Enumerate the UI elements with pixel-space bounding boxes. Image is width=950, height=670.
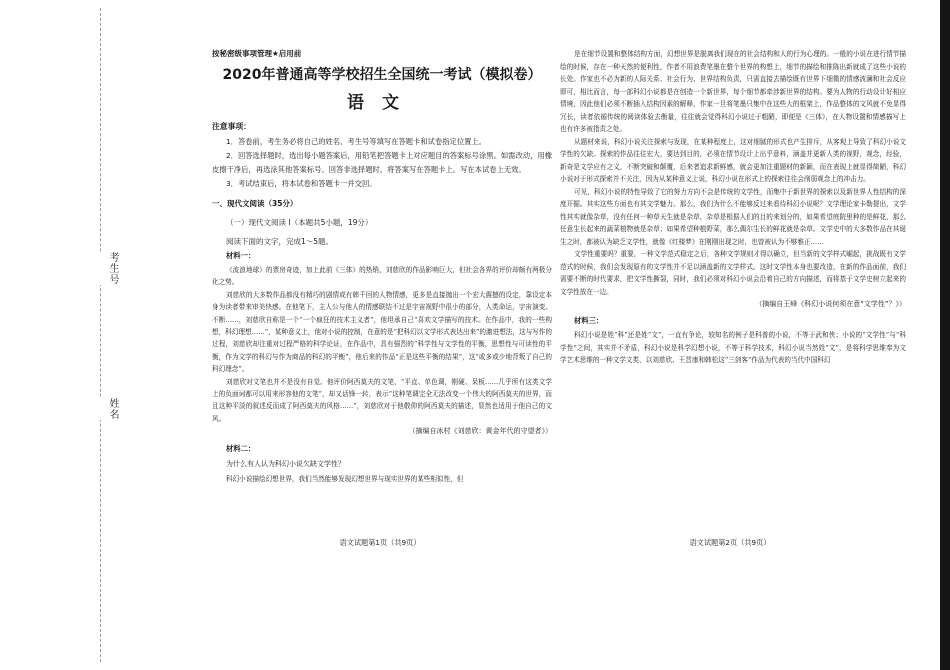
confidentiality-notice: 按秘密级事项管理★启用前 (212, 49, 302, 58)
notice-heading: 注意事项： (212, 122, 251, 131)
material-one-paragraph: 刘慈欣的大多数作品都没有精巧的剧情或有韩千回的人物情感，更多是直接抛出一个宏大震撼的设定，靠设定本身为读者带来审美快感。在他笔下，主人公与他人的情感联结不过是宇宙视野中很小的部分，人类命运，宇宙演变。不断……，刘慈欣自称是一个“一个疯狂的技术主义者”，他坦承自己“喜欢文学描写的技术。在作品中，我的一些构想，科幻理想……”，某种意义上，他对小说的控制，在意的是“把科幻以文学形式表达出来”的激进想法，这与写作的过程，刘慈欣却注重对过程严格的科学论证，在作品中，具有强烈的“科学性与文学性的平衡，思想性与可读性的平衡，作为文学的科幻与作为商品的科幻的平衡”，他后来的作品“正是这些平衡的结果”，这“或多或少地背叛了自己的科幻理念”。 (212, 290, 552, 374)
material-two-paragraph: 是在细节设置和整体结构方面，幻想世界是脱离我们现在的社会结构和人的行为心理的。一般的小说在进行情节描绘的时候，存在一种天然的便利性，作者不用浪费笔墨在整个世界的构想上，细节的描绘和推陈出新就成了这些小说的长处。作家也不必为新的人际关系、社会行为、世界结构负责，只需直接去描绘既有世界下细微的情感波澜和社会反应即可，相比而言，每一部科幻小说都是在创造一个新世界，每个细节都牵涉新世界的结构。要为人物的行动设计好相应情境，因此他们必须不断插入结构因素的解释，作家一旦将笔墨只集中在这些大的框架上，作品整体的文风就不免显得冗长，读者依循传统的阅读体验去衡量，往往就会觉得科幻小说过于粗陋，即便是《三体》，在人物设置和情感描写上也有许多被指责之处。 (560, 50, 906, 133)
material-three-label: 材料三： (574, 316, 604, 326)
material-two-question: 为什么有人认为科幻小说欠缺文学性？ (226, 459, 345, 468)
exam-page-2 (560, 48, 906, 664)
reading-instruction: 阅读下面的文字，完成1～5题。 (226, 237, 334, 246)
notice-item: 2．回答选择题时，选出每小题答案后，用铅笔把答题卡上对应题目的答案标号涂黑。如需改动，用橡皮擦干净后，再选涂其他答案标号。回答非选择题时，将答案写在答题卡上。写在本试卷上无效。 (212, 151, 552, 174)
page-2-footer: 语文试题第2页（共9页） (689, 538, 771, 547)
material-two-paragraph: 文学性重要吗？重要，一种文学范式稳定之后，各种文学规则才得以确立，但当新的文学样式崛起，挑战既有文学范式的时候，我们会发现原有的文学性并不足以涵盖新的文学样式。这时文学性本身也要改造，在新的作品面前，我们需要不断的时代要求，把文学性撕裂，同时，我们必须对科幻小说会沿着自己的方向描述，而将基于文学史树立起来的文学性放在一边。 (560, 250, 906, 296)
part-heading: （一）现代文阅读 I（本题共5小题，19分） (226, 218, 373, 227)
binding-line (100, 8, 101, 662)
material-one-paragraph: 《流浪地球》的票房奇迹，加上此前《三体》的热销，刘慈欣的作品影响巨大，但社会各界的评价却颇有两极分化之势。 (212, 266, 552, 287)
material-two-paragraph: 从题材来说，科幻小说关注探索与发现，在某种程度上，这对细腻的形式也产生排斥，从客观上导致了科幻小说文学性的欠缺。探索的作品往往宏大，要达到目的，必须在情节设计上出乎意料，涵盖并更新人类的视野，观念，经验，新奇是文学应有之义，不断突破和颠覆，后来者追求新鲜感，就会更加注重题材的新颖，而在表现上就显得简陋，科幻小说对于形式探索并不关注，因为从某种意义上说，科幻小说在形式上的探索往往会削弱观念上的冲击力。 (560, 137, 906, 183)
material-one-source: （摘编自冰村《刘慈欣：黄金年代的守望者》） (408, 427, 552, 436)
section-heading: 一、现代文阅读（35分） (212, 199, 298, 208)
material-two-paragraph: 科幻小说描绘幻想世界，我们当然能够发现幻想世界与现实世界的某些相似性，但 (226, 474, 464, 483)
exam-number-label: 考生号 (80, 252, 120, 285)
material-two-label: 材料二： (226, 443, 256, 453)
material-one-paragraph: 刘慈欣对文笔也并不是没有自觉。他评价阿西莫夫的文笔，“平直、单色调，刚硬、呆板……几乎所有这类文学上的负面词都可以用来形容他的文笔”，却又话锋一转，表示“这种笔调完全无法改变一个伟大的阿西莫夫的世界，而且这种平淡的叙述反而成了阿西莫夫的风格……”，刘慈欣对于他敬仰的阿西莫夫的描述，显然也适用于他自己的文风。 (212, 377, 552, 423)
exam-page-1 (212, 48, 552, 664)
page-1-footer: 语文试题第1页（共9页） (339, 538, 421, 547)
exam-title: 2020年普通高等学校招生全国统一考试（模拟卷） (222, 67, 542, 83)
material-two-source: （摘编自王峰《科幻小说何须在意“文学性”？》） (755, 300, 906, 308)
material-one-label: 材料一： (226, 251, 256, 260)
subject-title: 语文 (347, 93, 417, 113)
material-three-paragraph: 科幻小说是姓“科”还是姓“文”，一直有争论，较知名的例子是科普的小说，不等于武和侠；小说的“文学性”与“科学性”之间，其实并不矛盾，科幻小说是科学幻想小说，不等于科学技术，科幻小说当然姓“文”，是将科学思维奉为文学艺术思维的一种文学文类，以刘慈欣、王晋康和韩松这“三剑客”作品为代表的当代中国科幻 (560, 331, 906, 365)
notice-item: 3．考试结束后，将本试卷和答题卡一并交回。 (226, 179, 377, 188)
scan-edge (940, 0, 950, 670)
notice-item: 1．答卷前，考生务必将自己的姓名、考生号等填写在答题卡和试卷指定位置上。 (226, 137, 487, 146)
material-two-paragraph: 可见，科幻小说的特性导致了它的努力方向不会是传统的文学性，而集中于新世界的探索以及新世界人性结构的深度开掘。其实这些方面也有其文学魅力。那么，我们为什么不能够反过来看待科幻小说呢？文学理论家卡勒提出，文学性其实就像杂草，没有任何一种草天生就是杂草，杂草是根据人们的目的来划分的，如果希望庭院里种的是鲜花，那么任意生长起来的蔬菜植物就是杂草；如果希望种植野菜，那么偶尔生长的鲜花就是杂草。文学史中的大多数作品在其诞生之时，都被认为缺乏文学性，就像《红楼梦》在刚刚出现之时，也曾被认为不够雅正…… (560, 187, 906, 246)
name-label: 姓名 (80, 398, 120, 420)
